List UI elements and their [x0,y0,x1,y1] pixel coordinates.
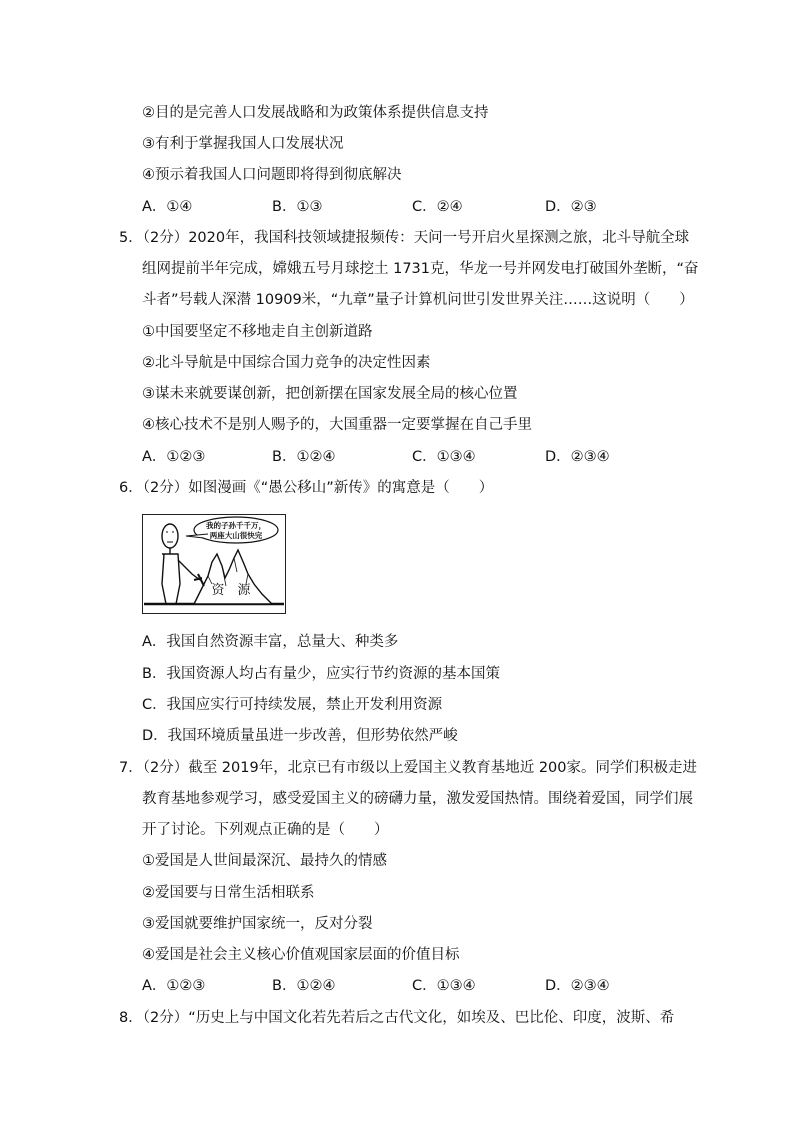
q6-option-b: B．我国资源人均占有量少，应实行节约资源的基本国策 [142,666,500,682]
q5-option-d: D．②③④ [545,449,610,465]
mountain-label-2: 源 [237,583,251,598]
q7-option-d: D．②③④ [545,978,610,994]
q6-option-a: A．我国自然资源丰富，总量大、种类多 [142,634,399,650]
q5-item-3: ③谋未来就要谋创新，把创新摆在国家发展全局的核心位置 [142,386,518,402]
q4-item-3: ③有利于掌握我国人口发展状况 [142,136,344,152]
q5-item-1: ①中国要坚定不移地走自主创新道路 [142,324,373,340]
q4-option-b: B．①③ [272,199,323,215]
q6-option-d: D．我国环境质量虽进一步改善，但形势依然严峻 [142,728,458,744]
q8-stem-line-1: 8．（2分）“历史上与中国文化若先若后之古代文化，如埃及、巴比伦、印度，波斯、希 [119,1010,675,1026]
q5-stem-line-2: 组网提前半年完成，嫦娥五号月球挖土 1731克，华龙一号并网发电打破国外垄断，“奋 [142,261,699,277]
q4-option-a: A．①④ [142,199,193,215]
q4-option-d: D．②③ [545,199,597,215]
q7-item-2: ②爱国要与日常生活相联系 [142,885,315,901]
mountain-label-1: 资 [211,583,225,598]
speech-text-line-1: 我的子孙千千万， [206,521,266,530]
q4-option-c: C．②④ [412,199,463,215]
q4-item-2: ②目的是完善人口发展战略和为政策体系提供信息支持 [142,105,489,121]
q7-stem-line-3: 开了讨论。下列观点正确的是（ ） [142,822,389,838]
q5-stem-line-3: 斗者”号载人深潜 10909米，“九章”量子计算机问世引发世界关注……这说明（ ） [142,292,694,308]
q5-option-b: B．①②④ [272,449,336,465]
q6-option-c: C．我国应实行可持续发展，禁止开发利用资源 [142,697,443,713]
cartoon-yugong-image [142,514,286,614]
q5-item-2: ②北斗导航是中国综合国力竞争的决定性因素 [142,355,431,371]
q7-option-b: B．①②④ [272,978,336,994]
q7-stem-line-1: 7．（2分）截至 2019年，北京已有市级以上爱国主义教育基地近 200家。同学们积极走进 [119,760,697,776]
q6-stem: 6．（2分）如图漫画《“愚公移山”新传》的寓意是（ ） [119,480,494,496]
q5-option-c: C．①③④ [412,449,476,465]
q7-item-1: ①爱国是人世间最深沉、最持久的情感 [142,853,387,869]
speech-text-line-2: 两座大山很快完 [209,531,263,540]
q7-option-a: A．①②③ [142,978,206,994]
q5-item-4: ④核心技术不是别人赐予的，大国重器一定要掌握在自己手里 [142,417,532,433]
q5-option-a: A．①②③ [142,449,206,465]
q4-item-4: ④预示着我国人口问题即将得到彻底解决 [142,167,402,183]
q7-stem-line-2: 教育基地参观学习，感受爱国主义的磅礴力量，激发爱国热情。围绕着爱国，同学们展 [142,791,693,807]
q7-item-3: ③爱国就要维护国家统一，反对分裂 [142,916,373,932]
q7-item-4: ④爱国是社会主义核心价值观国家层面的价值目标 [142,947,460,963]
q7-option-c: C．①③④ [412,978,476,994]
q5-stem-line-1: 5．（2分）2020年，我国科技领域捷报频传：天问一号开启火星探测之旅，北斗导航全球 [119,230,690,246]
